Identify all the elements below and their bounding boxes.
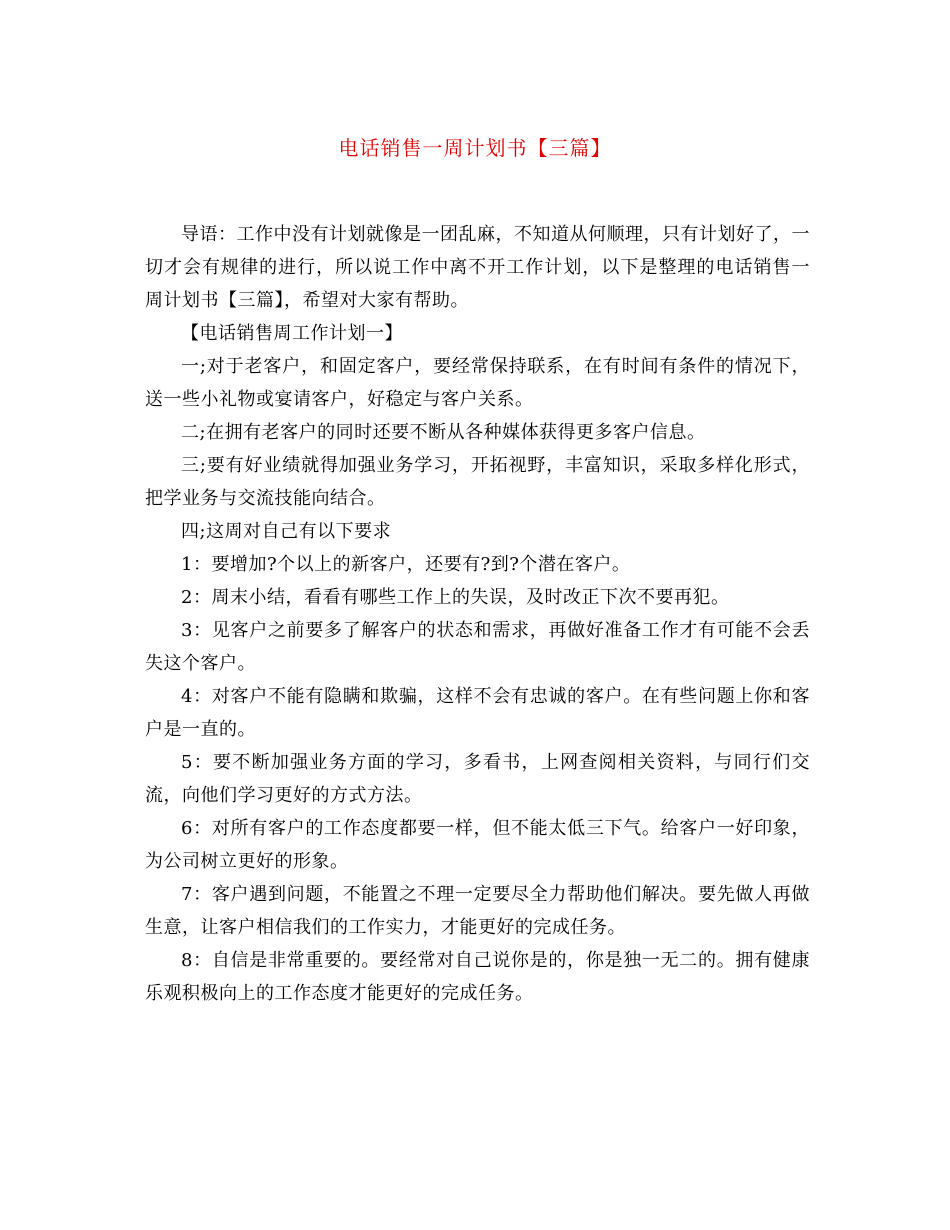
plan-item-4: 四;这周对自己有以下要求 xyxy=(181,521,392,542)
document-body xyxy=(145,218,810,1010)
requirement-3: 3：见客户之前要多了解客户的状态和需求，再做好准备工作才有可能不会丢失这个客户。 xyxy=(145,620,810,674)
requirement-4: 4：对客户不能有隐瞒和欺骗，这样不会有忠诚的客户。在有些问题上你和客户是一直的。 xyxy=(145,686,810,740)
document-title: 电话销售一周计划书【三篇】 xyxy=(338,136,612,160)
intro-paragraph: 导语：工作中没有计划就像是一团乱麻，不知道从何顺理，只有计划好了，一切才会有规律的进行，所以说工作中离不开工作计划，以下是整理的电话销售一周计划书【三篇】，希望对大家有帮助。 xyxy=(145,224,810,311)
requirement-8: 8：自信是非常重要的。要经常对自己说你是的，你是独一无二的。拥有健康乐观积极向上的工作态度才能更好的完成任务。 xyxy=(145,950,810,1004)
requirement-7: 7：客户遇到问题，不能置之不理一定要尽全力帮助他们解决。要先做人再做生意，让客户相信我们的工作实力，才能更好的完成任务。 xyxy=(145,884,810,938)
requirement-2: 2：周末小结，看看有哪些工作上的失误，及时改正下次不要再犯。 xyxy=(181,587,730,608)
requirement-1: 1：要增加?个以上的新客户，还要有?到?个潜在客户。 xyxy=(181,554,631,575)
section-heading: 【电话销售周工作计划一】 xyxy=(181,323,403,344)
requirement-6: 6：对所有客户的工作态度都要一样，但不能太低三下气。给客户一好印象，为公司树立更好的形象。 xyxy=(145,818,810,872)
requirement-5: 5：要不断加强业务方面的学习，多看书，上网查阅相关资料，与同行们交流，向他们学习更好的方式方法。 xyxy=(145,752,810,806)
plan-item-1: 一;对于老客户，和固定客户，要经常保持联系，在有时间有条件的情况下，送一些小礼物或宴请客户，好稳定与客户关系。 xyxy=(145,356,810,410)
plan-item-3: 三;要有好业绩就得加强业务学习，开拓视野，丰富知识，采取多样化形式，把学业务与交流技能向结合。 xyxy=(145,455,810,509)
plan-item-2: 二;在拥有老客户的同时还要不断从各种媒体获得更多客户信息。 xyxy=(181,422,706,443)
